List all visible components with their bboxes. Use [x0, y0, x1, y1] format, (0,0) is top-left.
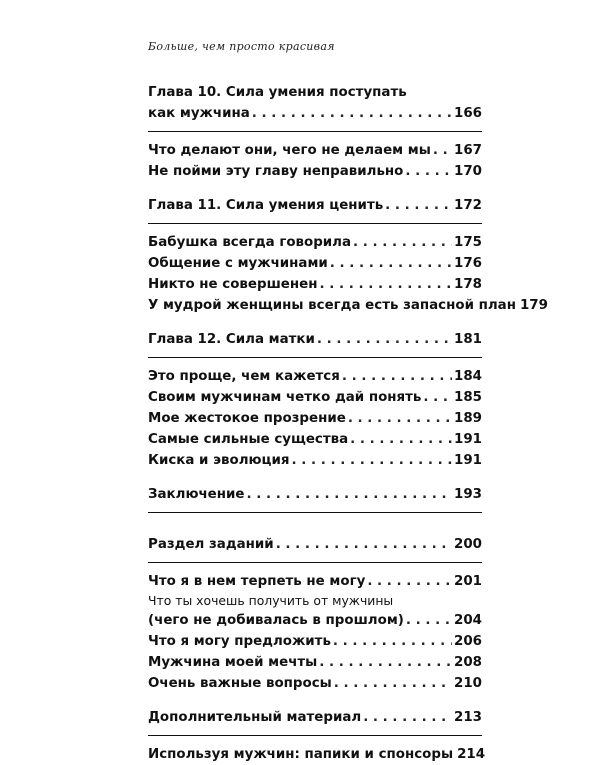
dot-leader — [348, 408, 452, 429]
entry-title: Очень важные вопросы — [148, 676, 332, 691]
page-number: 214 — [457, 747, 486, 762]
chapter-11 — [148, 195, 548, 316]
table-of-contents — [148, 82, 548, 765]
dot-leader — [423, 387, 452, 408]
toc-entry[interactable] — [148, 387, 482, 408]
page-number: 175 — [454, 235, 482, 250]
chapter-10 — [148, 82, 482, 182]
entry-title: Самые сильные существа — [148, 432, 349, 447]
page-number: 206 — [454, 634, 482, 649]
toc-entry[interactable] — [148, 161, 482, 182]
dot-leader — [406, 610, 452, 631]
entry-title: Мое жестокое прозрение — [148, 411, 346, 426]
toc-entry[interactable] — [148, 253, 482, 274]
chapter-rule — [148, 562, 482, 563]
dot-leader — [319, 652, 452, 673]
chapter-rule — [148, 512, 482, 513]
dot-leader — [385, 195, 452, 216]
entry-line2-row — [148, 610, 482, 631]
dot-leader — [353, 232, 452, 253]
entry-title: Что я в нем терпеть не могу — [148, 574, 366, 589]
page-number: 193 — [454, 487, 482, 502]
chapter-title-row[interactable] — [148, 484, 482, 505]
toc-entry[interactable] — [148, 408, 482, 429]
chapter-title: Заключение — [148, 487, 245, 502]
page-number: 167 — [454, 143, 482, 158]
dot-leader — [276, 534, 452, 555]
chapter-title-row[interactable] — [148, 195, 482, 216]
entry-title: Это проще, чем кажется — [148, 369, 340, 384]
toc-entry[interactable] — [148, 450, 482, 471]
chapter-title-row[interactable] — [148, 103, 482, 124]
toc-entry[interactable] — [148, 140, 482, 161]
chapter-title-line2: как мужчина — [148, 106, 250, 121]
toc-entry[interactable] — [148, 673, 482, 694]
toc-entry[interactable] — [148, 571, 482, 592]
chapter-12 — [148, 329, 482, 471]
spacer — [148, 471, 482, 484]
page-number: 200 — [454, 537, 482, 552]
chapter-title: Глава 12. Сила матки — [148, 332, 315, 347]
dot-leader — [350, 429, 452, 450]
entry-title: Общение с мужчинами — [148, 256, 328, 271]
entry-title: Используя мужчин: папики и спонсоры — [148, 747, 454, 762]
page-number: 210 — [454, 676, 482, 691]
page-number: 184 — [454, 369, 482, 384]
page-number: 179 — [519, 298, 548, 313]
chapter-title-row[interactable] — [148, 329, 482, 350]
dot-leader — [433, 140, 452, 161]
entry-title-line2: (чего не добивалась в прошлом) — [148, 613, 404, 628]
chapter-exercises — [148, 534, 482, 694]
dot-leader — [363, 707, 452, 728]
page-number: 181 — [454, 332, 482, 347]
spacer — [148, 694, 482, 707]
dot-leader — [317, 329, 452, 350]
dot-leader — [319, 274, 452, 295]
toc-entry[interactable] — [148, 652, 482, 673]
page-number: 204 — [454, 613, 482, 628]
entry-title: У мудрой женщины всегда есть запасной план — [148, 298, 516, 313]
chapter-conclusion — [148, 484, 482, 513]
entry-title: Что я могу предложить — [148, 634, 331, 649]
chapter-rule — [148, 735, 482, 736]
entry-title: Своим мужчинам четко дай понять — [148, 390, 422, 405]
dot-leader — [291, 450, 452, 471]
chapter-title: Раздел заданий — [148, 537, 274, 552]
chapter-title-line1: Глава 10. Сила умения поступать — [148, 85, 407, 100]
spacer — [148, 316, 482, 329]
toc-entry[interactable] — [148, 295, 548, 316]
page-number: 191 — [454, 432, 482, 447]
page-number: 185 — [454, 390, 482, 405]
chapter-rule — [148, 357, 482, 358]
page-number: 191 — [454, 453, 482, 468]
chapter-additional — [148, 707, 486, 765]
page-number: 189 — [454, 411, 482, 426]
dot-leader — [334, 673, 452, 694]
toc-entry[interactable] — [148, 631, 482, 652]
toc-entry[interactable] — [148, 274, 482, 295]
chapter-title: Глава 11. Сила умения ценить — [148, 198, 384, 213]
dot-leader — [330, 253, 452, 274]
chapter-rule — [148, 131, 482, 132]
toc-entry[interactable] — [148, 744, 486, 765]
entry-title: Что делают они, чего не делаем мы — [148, 143, 431, 158]
dot-leader — [333, 631, 452, 652]
page-number: 213 — [454, 710, 482, 725]
toc-entry[interactable] — [148, 366, 482, 387]
dot-leader — [246, 484, 452, 505]
chapter-title-row[interactable] — [148, 534, 482, 555]
page-number: 170 — [454, 164, 482, 179]
chapter-title-row[interactable] — [148, 707, 482, 728]
entry-title: Киска и эволюция — [148, 453, 290, 468]
entry-title: Никто не совершенен — [148, 277, 318, 292]
page-number: 176 — [454, 256, 482, 271]
page-number: 178 — [454, 277, 482, 292]
dot-leader — [252, 103, 452, 124]
entry-title: Бабушка всегда говорила — [148, 235, 352, 250]
entry-title: Мужчина моей мечты — [148, 655, 318, 670]
spacer — [148, 182, 482, 195]
page-number: 201 — [454, 574, 482, 589]
chapter-title: Дополнительный материал — [148, 710, 362, 725]
dot-leader — [367, 571, 452, 592]
entry-title: Не пойми эту главу неправильно — [148, 164, 404, 179]
dot-leader — [342, 366, 452, 387]
spacer — [148, 521, 482, 534]
page-number: 208 — [454, 655, 482, 670]
page-number: 172 — [454, 198, 482, 213]
entry-title-line1: Что ты хочешь получить от мужчины — [148, 593, 394, 608]
toc-entry[interactable] — [148, 429, 482, 450]
dot-leader — [405, 161, 452, 182]
page-number: 166 — [454, 106, 482, 121]
chapter-rule — [148, 223, 482, 224]
running-head: Больше, чем просто красивая — [148, 40, 335, 53]
toc-entry-two-line[interactable] — [148, 592, 482, 631]
toc-entry[interactable] — [148, 232, 482, 253]
